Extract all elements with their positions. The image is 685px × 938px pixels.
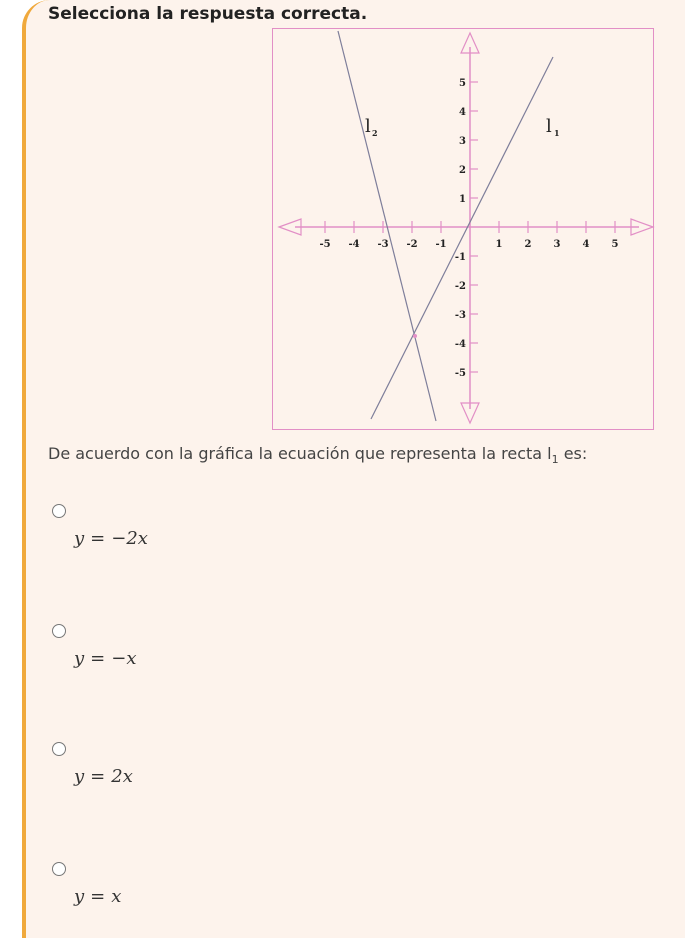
x-tick-label: -5 xyxy=(319,239,331,250)
option-a-radio[interactable] xyxy=(52,504,66,518)
x-tick-label: 1 xyxy=(495,239,503,250)
y-tick-label: 3 xyxy=(459,136,466,147)
graph-image xyxy=(272,28,654,430)
option-b-rhs: −x xyxy=(111,648,137,669)
x-tick-label: -2 xyxy=(406,239,418,250)
option-a-rhs: −2x xyxy=(111,528,148,549)
option-c-equals: = xyxy=(90,766,106,787)
question-suffix: es: xyxy=(558,444,588,463)
option-b-lhs: y xyxy=(74,648,85,669)
prompt-text: Selecciona la respuesta correcta. xyxy=(48,4,368,24)
y-tick-label: -5 xyxy=(454,368,466,379)
option-d-lhs: y xyxy=(74,886,85,907)
option-b-radio[interactable] xyxy=(52,624,66,638)
option-a-lhs: y xyxy=(74,528,85,549)
y-tick-label: -2 xyxy=(454,281,466,292)
graph-svg xyxy=(273,29,655,431)
x-tick-label: 5 xyxy=(611,239,619,250)
y-tick-label: 1 xyxy=(459,194,466,205)
option-c-radio[interactable] xyxy=(52,742,66,756)
option-d-rhs: x xyxy=(111,886,122,907)
line-l1-subscript: 1 xyxy=(554,128,560,138)
option-c-equation xyxy=(74,766,133,787)
option-a-equals: = xyxy=(90,528,106,549)
option-b-equation xyxy=(74,648,137,669)
option-c-rhs: 2x xyxy=(111,766,133,787)
y-tick-label: 4 xyxy=(459,107,466,118)
option-d-radio[interactable] xyxy=(52,862,66,876)
x-tick-label: -3 xyxy=(377,239,389,250)
option-d[interactable] xyxy=(52,862,352,932)
line-l2-subscript: 2 xyxy=(372,128,378,138)
option-b-equals: = xyxy=(90,648,106,669)
question-main: De acuerdo con la gráfica la ecuación que representa la recta l xyxy=(48,444,552,463)
y-tick-label: 5 xyxy=(459,78,466,89)
y-tick-label: -1 xyxy=(454,252,466,263)
option-d-equation xyxy=(74,886,121,907)
line-l2-label: l xyxy=(365,116,371,137)
x-tick-label: -1 xyxy=(435,239,447,250)
option-b[interactable] xyxy=(52,624,352,694)
y-tick-label: -4 xyxy=(454,339,466,350)
option-a[interactable] xyxy=(52,504,352,574)
option-c-lhs: y xyxy=(74,766,85,787)
x-tick-label: -4 xyxy=(348,239,360,250)
y-tick-label: -3 xyxy=(454,310,466,321)
option-c[interactable] xyxy=(52,742,352,812)
question-text xyxy=(48,444,587,466)
line-l2 xyxy=(338,31,436,421)
line-l1-label: l xyxy=(546,116,552,137)
x-tick-label: 2 xyxy=(524,239,532,250)
option-a-equation xyxy=(74,528,148,549)
question-subscript: 1 xyxy=(551,453,559,467)
option-d-equals: = xyxy=(90,886,106,907)
x-tick-label: 3 xyxy=(553,239,561,250)
x-tick-label: 4 xyxy=(582,239,590,250)
intersection-point xyxy=(413,334,417,338)
y-tick-label: 2 xyxy=(459,165,466,176)
